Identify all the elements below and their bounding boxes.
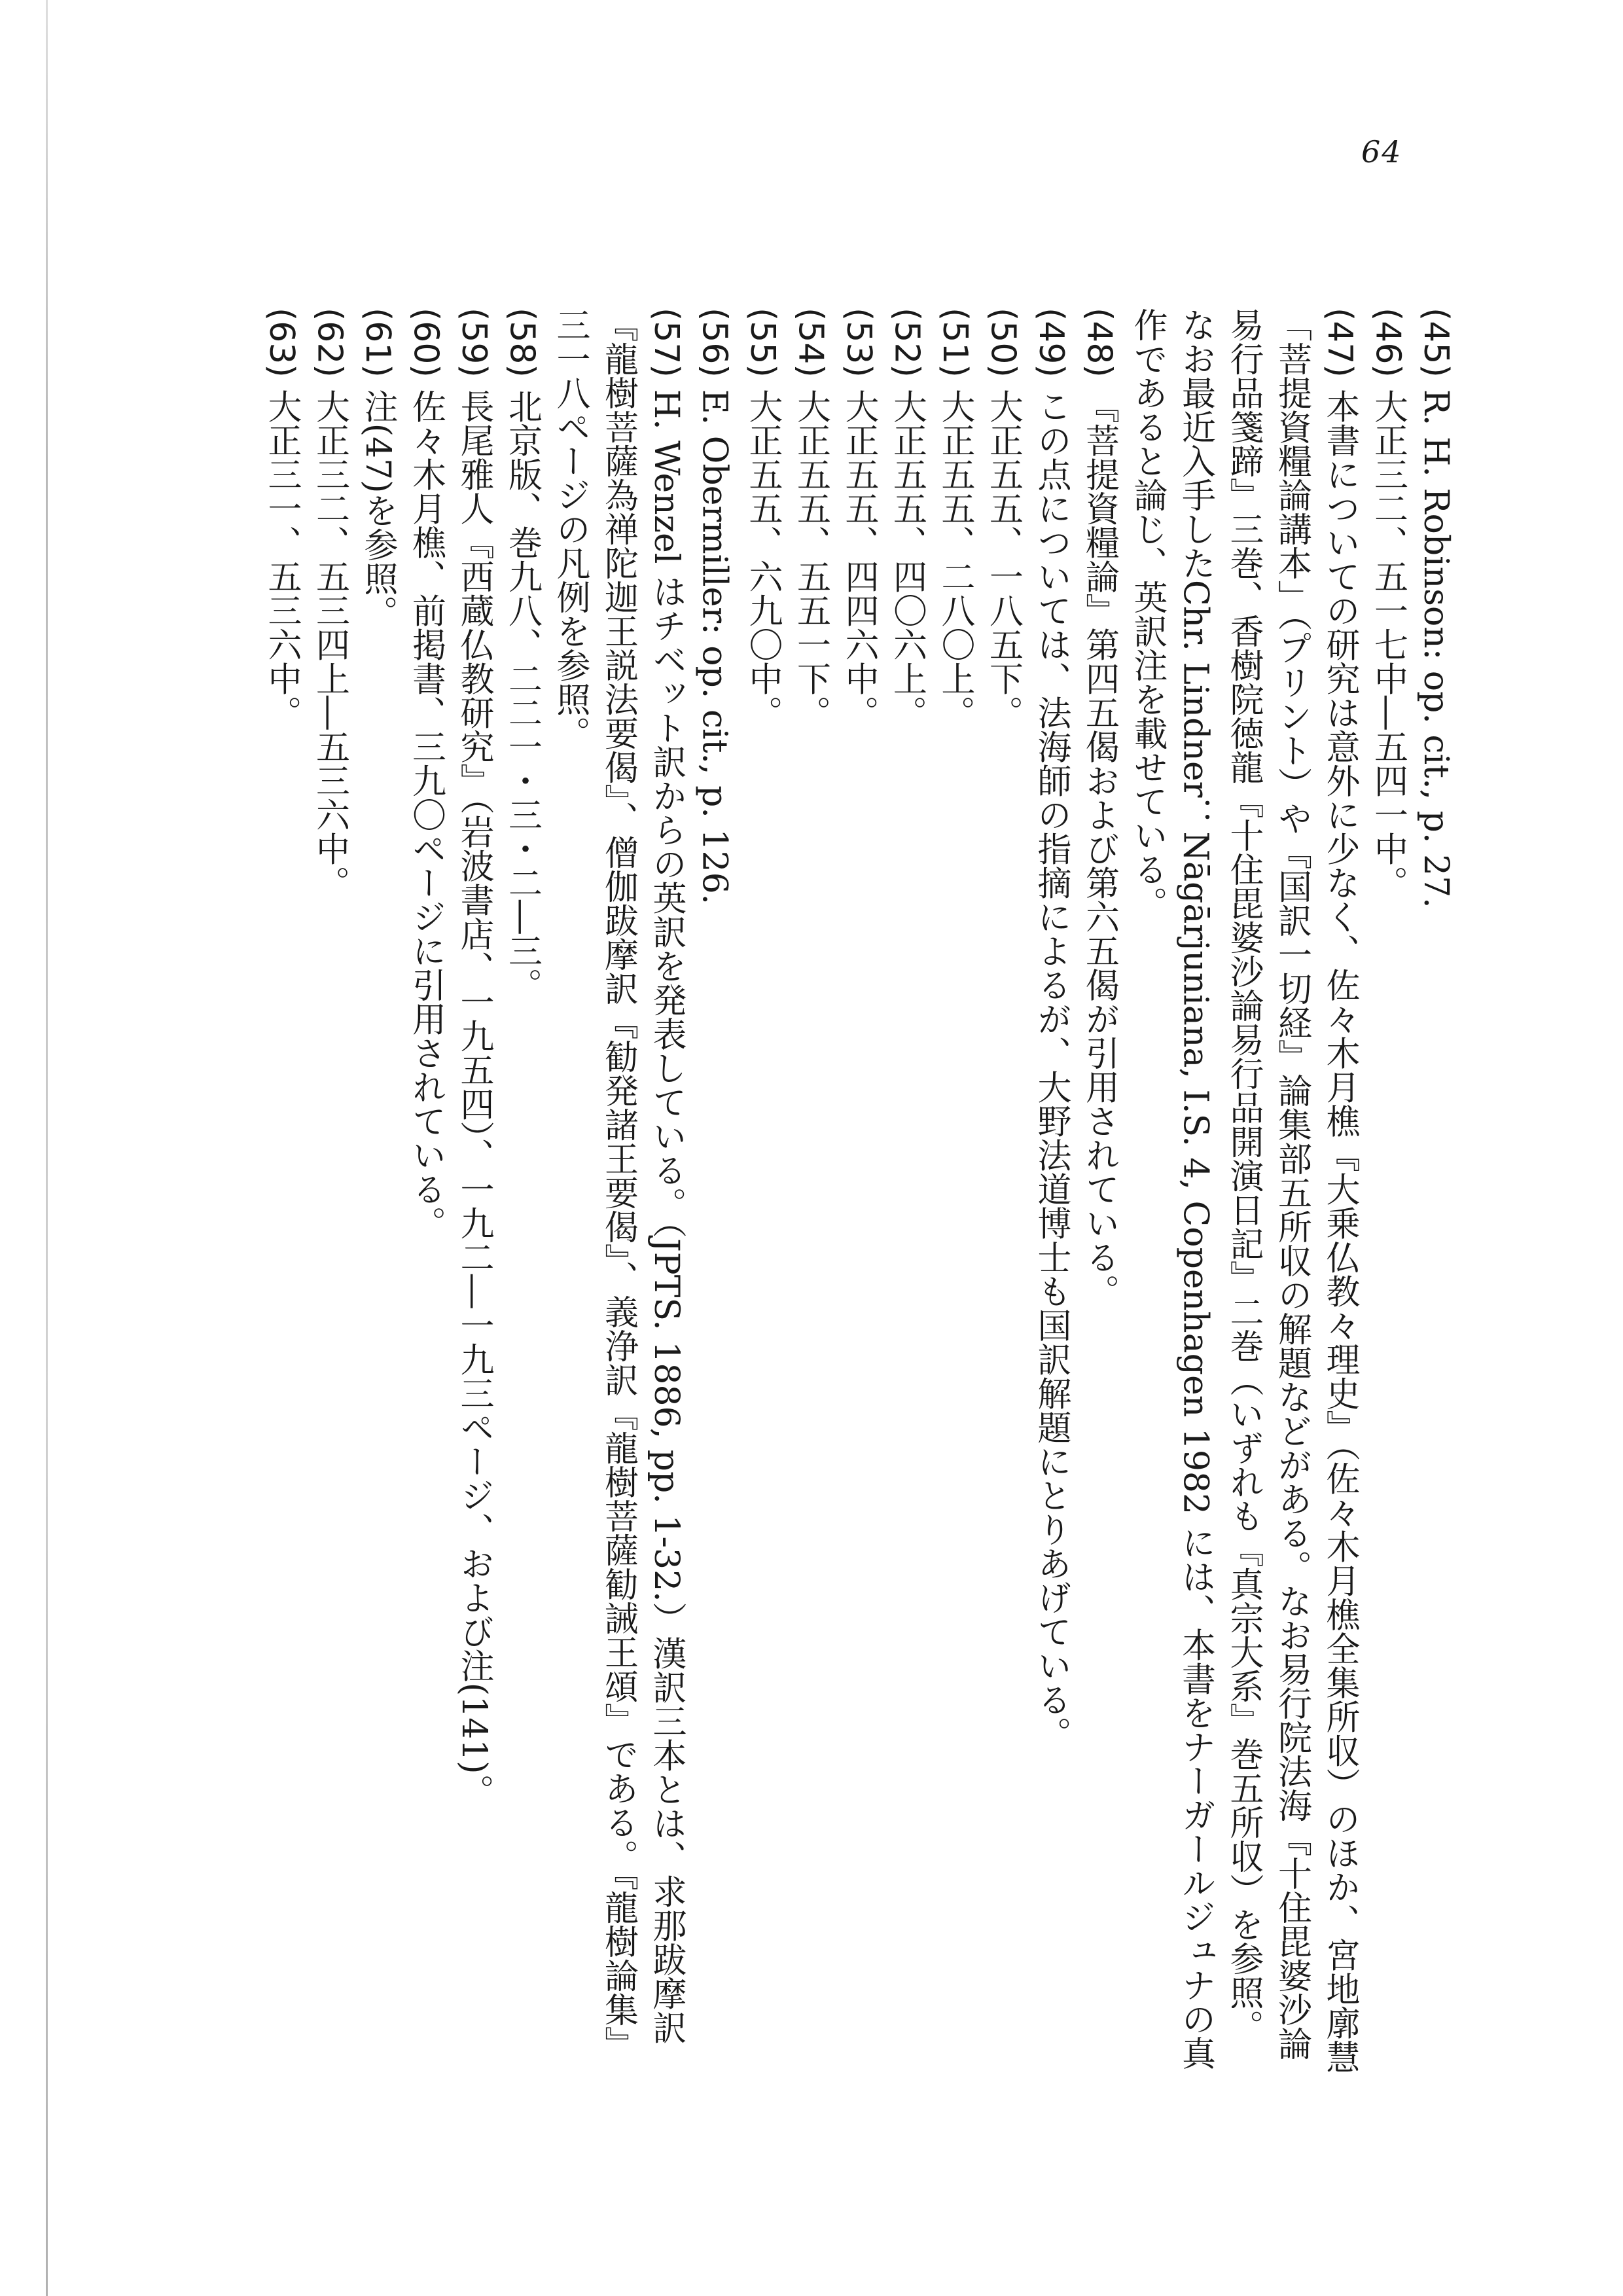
endnote-number: (45) bbox=[1416, 308, 1455, 378]
endnote-number: (56) bbox=[694, 308, 734, 378]
endnote-text: 大正五五、五五一下。 bbox=[791, 389, 830, 730]
endnote bbox=[497, 308, 546, 2075]
endnote-text: 北京版、巻九八、二二一・三・二―三。 bbox=[502, 389, 542, 1002]
endnote-text: 大正五五、六九〇中。 bbox=[743, 389, 782, 730]
endnote-text: 佐々木月樵、前掲書、三九〇ページに引用されている。 bbox=[406, 389, 446, 1240]
endnote-text: 『菩提資糧論』第四五偈および第六五偈が引用されている。 bbox=[1079, 389, 1119, 1308]
endnote bbox=[401, 308, 450, 2075]
endnote bbox=[834, 308, 883, 2075]
endnote-number: (54) bbox=[791, 308, 830, 378]
endnote-text: E. Obermiller: op. cit., p. 126. bbox=[694, 389, 734, 905]
endnote-text: 注(47)を参照。 bbox=[358, 389, 397, 630]
endnote bbox=[353, 308, 402, 2075]
endnote-text: 大正五五、四四六中。 bbox=[839, 389, 878, 730]
endnote-number: (48) bbox=[1079, 308, 1119, 378]
endnote bbox=[450, 308, 498, 2075]
endnote-number: (50) bbox=[983, 308, 1023, 378]
endnote bbox=[257, 308, 306, 2075]
endnote bbox=[1075, 308, 1123, 2075]
endnote-number: (52) bbox=[887, 308, 927, 378]
endnote bbox=[1027, 308, 1075, 2075]
endnote-number: (47) bbox=[1320, 308, 1359, 378]
endnote bbox=[786, 308, 834, 2075]
endnote bbox=[978, 308, 1027, 2075]
endnote-number: (61) bbox=[358, 308, 397, 378]
endnote-number: (55) bbox=[743, 308, 782, 378]
endnote bbox=[882, 308, 931, 2075]
page-number: 64 bbox=[1361, 134, 1402, 170]
endnote-number: (49) bbox=[1031, 308, 1071, 378]
endnote bbox=[305, 308, 353, 2075]
endnote-number: (60) bbox=[406, 308, 446, 378]
endnote bbox=[546, 308, 690, 2075]
endnote-number: (58) bbox=[502, 308, 542, 378]
endnote-number: (59) bbox=[454, 308, 493, 378]
endnote-text: R. H. Robinson: op. cit., p. 27. bbox=[1416, 389, 1455, 908]
endnote bbox=[1412, 308, 1460, 2075]
endnote-text: 大正三一、五三六中。 bbox=[262, 389, 301, 730]
endnote-text: この点については、法海師の指摘によるが、大野法道博士も国訳解題にとりあげている。 bbox=[1031, 389, 1071, 1751]
endnote-number: (57) bbox=[647, 308, 686, 378]
endnote-number: (63) bbox=[262, 308, 301, 378]
endnotes-column bbox=[98, 308, 1459, 2075]
endnote-text: H. Wenzel はチベット訳からの英訳を発表している。（JPTS. 1886, pp. 1-32.）漢訳三本とは、求那跋摩訳『龍樹菩薩為禅陀迦王説法要偈』、僧伽跋摩訳『勧発諸王要偈』、義浄訳『龍樹菩薩勧誡王頌』である。『龍樹論集』三一八ページの凡例を参照。 bbox=[550, 308, 686, 2060]
endnote-number: (53) bbox=[839, 308, 878, 378]
endnote bbox=[931, 308, 979, 2075]
endnote-text: 大正三二、五三四上―五三六中。 bbox=[310, 389, 349, 900]
endnote-text: 大正三二、五一七中―五四一中。 bbox=[1368, 389, 1408, 900]
endnote-text: 大正五五、一八五下。 bbox=[983, 389, 1023, 730]
endnote-number: (46) bbox=[1368, 308, 1408, 378]
endnote-text: 大正五五、四〇六上。 bbox=[887, 389, 927, 730]
endnote bbox=[690, 308, 738, 2075]
endnote-number: (62) bbox=[310, 308, 349, 378]
endnote bbox=[1123, 308, 1364, 2075]
endnote-number: (51) bbox=[935, 308, 974, 378]
scan-edge-shadow bbox=[46, 0, 48, 2296]
endnote-text: 本書についての研究は意外に少なく、佐々木月樵『大乗仏教々理史』（佐々木月樵全集所収）のほか、宮地廓慧「菩提資糧論講本」（プリント）や『国訳一切経』論集部五所収の解題などがある。なお易行院法海『十住毘婆沙論易行品箋蹄』三巻、香樹院徳龍『十住毘婆沙論易行品開演日記』二巻（いずれも『真宗大系』巻五所収）を参照。なお最近入手したChr. Lindner：Nāgārjuniana, I.S. 4, Copenhagen 1982 には、本書をナーガールジュナの真作であると論じ、英訳注を載せている。 bbox=[1128, 308, 1359, 2074]
endnote bbox=[738, 308, 787, 2075]
endnote-text: 長尾雅人『西蔵仏教研究』（岩波書店、一九五四）、一九二―一九三ページ、および注(141)。 bbox=[454, 389, 493, 1808]
endnote-text: 大正五五、二八〇上。 bbox=[935, 389, 974, 730]
endnote bbox=[1363, 308, 1412, 2075]
